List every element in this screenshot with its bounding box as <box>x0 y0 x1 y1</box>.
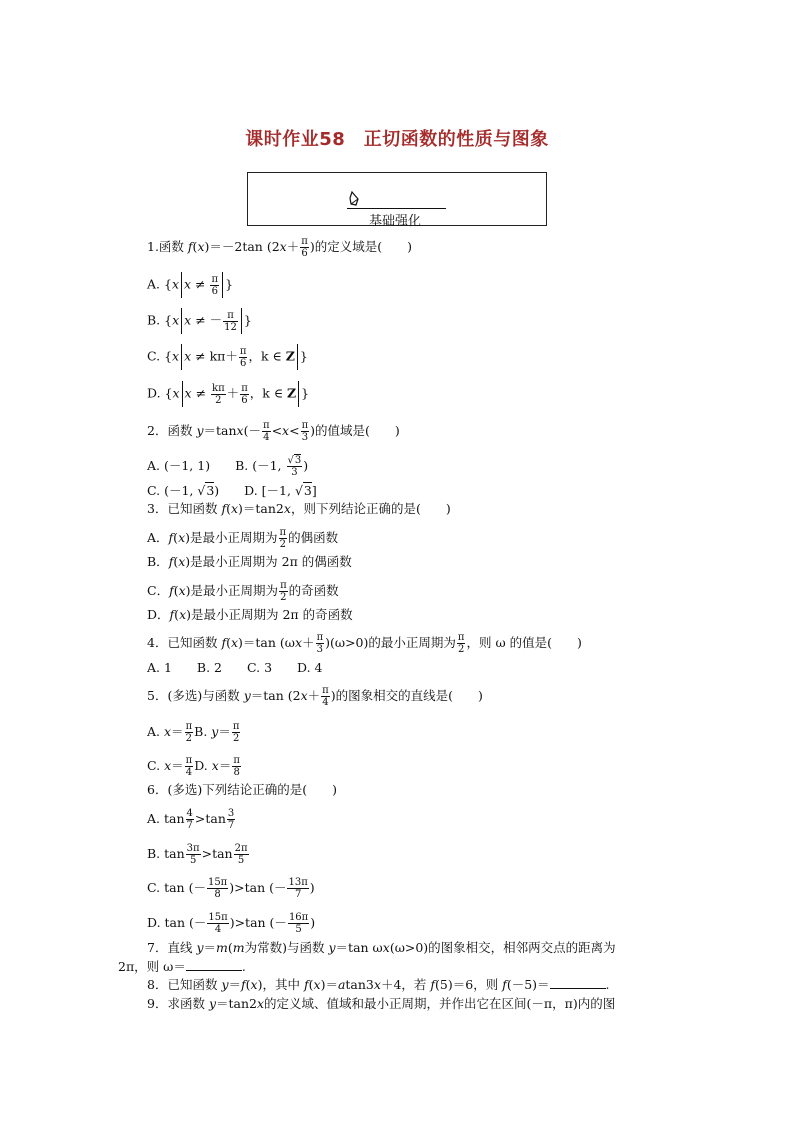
option-1c: C. {x x ≠ kπ＋ $\frac{\pi}{6}$ ，k ∈ Z } <box>147 345 308 369</box>
option-6a: A. tan $\frac{4}{7}$ >tan $\frac{3}{7}$ <box>147 808 235 831</box>
option-1b: B. {x x ≠ － $\frac{\pi}{12}$ } <box>147 309 252 333</box>
option-6d: D. tan (－ $\frac{15\pi}{4}$ )>tan (－ $\frac{16\pi}{5}$ ) <box>147 912 316 935</box>
option-6c: C. tan (－ $\frac{15\pi}{8}$ )>tan (－ $\frac{13\pi}{7}$ ) <box>147 877 315 900</box>
question-5: 5．(多选)与函数 y＝tan (2x＋ $\frac{\pi}{4}$ )的图象相交的直线是( ) <box>147 685 483 708</box>
options-2cd: C. (－1, √3) D. [－1, √3] <box>147 483 317 498</box>
question-1: 1.函数 f(x)＝－2tan (2x＋ $\frac{\pi}{6}$ )的定义域是( ) <box>147 236 412 259</box>
question-2: 2．函数 y＝tanx(－ $\frac{\pi}{4}$ <x< $\frac{\pi}{3}$ )的值域是( ) <box>147 420 400 443</box>
question-7-cont: 2π，则 ω＝ . <box>118 959 246 974</box>
section-label: 基础强化 <box>369 214 422 229</box>
answer-blank-7[interactable] <box>186 958 242 971</box>
question-4: 4．已知函数 f(x)＝tan (ωx＋ $\frac{\pi}{3}$ )(ω>0)的最小正周期为 $\frac{\pi}{2}$ ，则 ω 的值是( ) <box>147 632 582 655</box>
question-6: 6．(多选)下列结论正确的是( ) <box>147 782 337 797</box>
question-3: 3．已知函数 f(x)＝tan2x，则下列结论正确的是( ) <box>147 501 451 516</box>
question-7: 7．直线 y＝m(m为常数)与函数 y＝tan ωx(ω>0)的图象相交，相邻两交点的距离为 <box>147 940 616 955</box>
question-8: 8．已知函数 y＝f(x)，其中 f(x)＝atan3x＋4，若 f(5)＝6，则 f(－5)＝ . <box>147 977 610 992</box>
page-title: 课时作业58 正切函数的性质与图象 <box>245 129 549 150</box>
answer-blank-8[interactable] <box>550 976 606 989</box>
options-2ab: A. (－1, 1) B. (－1, $\frac{√3}{3}$ ) <box>147 455 309 478</box>
option-3c: C．f(x)是最小正周期为 $\frac{\pi}{2}$ 的奇函数 <box>147 580 339 603</box>
pen-icon <box>349 191 361 207</box>
options-5cd: C. x＝ $\frac{\pi}{4}$ D. x＝ $\frac{\pi}{8}$ <box>147 755 240 778</box>
section-box <box>247 172 547 229</box>
option-1a: A. {x x ≠ $\frac{\pi}{6}$ } <box>147 273 234 297</box>
option-3b: B．f(x)是最小正周期为 2π 的偶函数 <box>147 554 352 569</box>
option-3a: A．f(x)是最小正周期为 $\frac{\pi}{2}$ 的偶函数 <box>147 527 339 550</box>
question-9: 9．求函数 y＝tan2x的定义域、值域和最小正周期，并作出它在区间(－π，π)内的图 <box>147 996 616 1011</box>
options-4: A. 1 B. 2 C. 3 D. 4 <box>147 660 323 675</box>
option-3d: D．f(x)是最小正周期为 2π 的奇函数 <box>147 607 353 622</box>
options-5ab: A. x＝ $\frac{\pi}{2}$ B. y＝ $\frac{\pi}{2}$ <box>147 721 240 744</box>
option-1d: D. {x x ≠ $\frac{k\pi}{2}$ ＋ $\frac{\pi}{6}$ ，k ∈ Z } <box>147 382 310 406</box>
option-6b: B. tan $\frac{3\pi}{5}$ >tan $\frac{2\pi}{5}$ <box>147 843 248 866</box>
section-divider <box>347 208 446 209</box>
